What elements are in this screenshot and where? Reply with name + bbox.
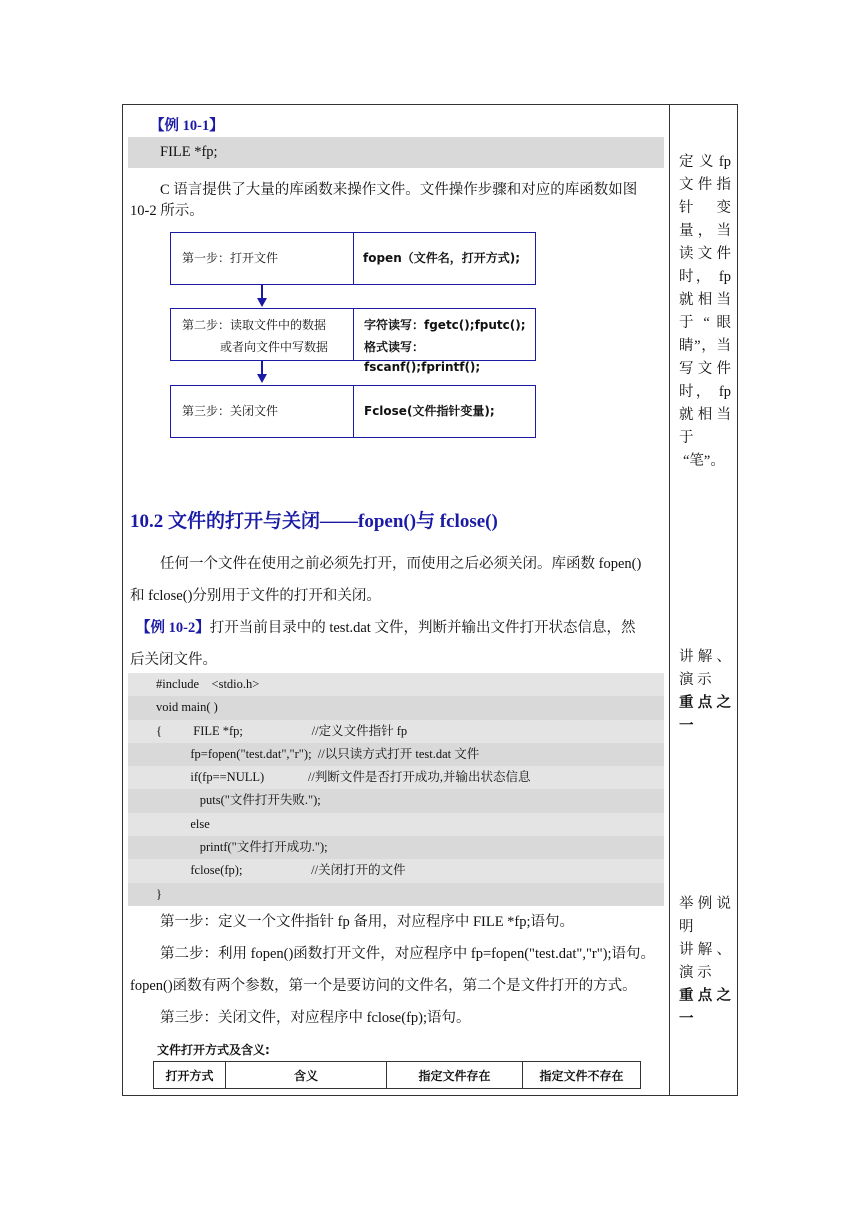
code-line: if(fp==NULL) //判断文件是否打开成功,并输出状态信息 [128,766,664,789]
table-header-row [154,1062,641,1089]
flow-func1-label: fopen（文件名，打开方式); [363,251,521,265]
sidebar-note-line: 演 示 [679,965,712,981]
flow-arrow2-line [261,361,263,375]
flow-step1-label: 第一步：打开文件 [182,251,279,265]
sidebar-note-line: 于 “ 眼 [679,315,731,331]
example-10-2-paragraph [136,617,635,639]
sidebar-note-line: 时， fp [679,384,731,400]
example-10-1-code: FILE *fp; [128,137,664,168]
sidebar-note-line: 时， fp [679,269,731,285]
file-open-modes-table [153,1061,641,1089]
flow-func1-box [353,232,536,285]
sidebar-note-explain-2 [679,893,731,1031]
code-line: printf("文件打开成功."); [128,836,664,859]
flow-arrow1-head [257,298,267,307]
code-line: void main( ) [128,696,664,719]
sidebar-note-line: 针 变 [679,200,731,216]
flow-arrow1-line [261,285,263,299]
step2-explanation-line2: fopen()函数有两个参数，第一个是要访问的文件名，第二个是文件打开的方式。 [130,978,637,994]
sidebar-note-line: 定 义 fp [679,154,731,170]
section-paragraph-line1: 任何一个文件在使用之前必须先打开，而使用之后必须关闭。库函数 fopen() [160,556,642,572]
flow-func2-line2: 格式读写：fscanf();fprintf(); [364,340,481,374]
example-10-2-text-line1: 打开当前目录中的 test.dat 文件，判断并输出文件打开状态信息，然 [209,620,636,636]
example-10-2-label: 【例 10-2】 [136,620,210,636]
section-heading: 10.2 文件的打开与关闭——fopen()与 fclose() [130,511,498,532]
flow-step2-box [170,308,354,361]
sidebar-note-line: 文 件 指 [679,177,731,193]
table-header-cell: 指定文件存在 [387,1062,523,1089]
flow-step2-line1: 第二步：读取文件中的数据 [182,318,327,332]
sidebar-note-line: 讲 解 、 [679,942,731,958]
sidebar-note-line: 明 [679,919,694,935]
example-10-1-label: 【例 10-1】 [150,118,224,134]
flow-func2-line1: 字符读写：fgetc();fputc(); [364,318,526,332]
sidebar-note-line: 就 相 当 [679,407,731,423]
sidebar-note-line: 讲 解 、 [679,649,731,665]
flow-step1-box [170,232,354,285]
example-10-2-text-line2: 后关闭文件。 [130,652,217,668]
code-line: fclose(fp); //关闭打开的文件 [128,859,664,882]
sidebar-note-line: 一 [679,718,694,734]
sidebar-note-line: 就 相 当 [679,292,731,308]
sidebar-note-line: 读 文 件 [679,246,731,262]
modes-table-caption: 文件打开方式及含义: [157,1043,270,1057]
code-line: else [128,813,664,836]
code-line: { FILE *fp; //定义文件指针 fp [128,720,664,743]
flow-step3-box [170,385,354,438]
step2-explanation-line1: 第二步：利用 fopen()函数打开文件，对应程序中 fp=fopen("test.dat","r");语句。 [160,946,655,962]
code-line: #include <stdio.h> [128,673,664,696]
table-header-cell: 含义 [226,1062,387,1089]
table-header-cell: 打开方式 [154,1062,226,1089]
intro-paragraph-line1: C 语言提供了大量的库函数来操作文件。文件操作步骤和对应的库函数如图 [160,182,638,198]
flow-func3-box [353,385,536,438]
column-divider [669,104,670,1096]
code-line: fp=fopen("test.dat","r"); //以只读方式打开 test.dat 文件 [128,743,664,766]
flow-step3-label: 第三步：关闭文件 [182,404,279,418]
sidebar-note-explain-1 [679,646,731,738]
flow-step2-line2: 或者向文件中写数据 [220,340,329,354]
flow-arrow2-head [257,374,267,383]
sidebar-note-line: 举 例 说 [679,896,731,912]
sidebar-note-line: 重 点 之 [679,988,731,1004]
flow-func3-label: Fclose(文件指针变量); [364,404,495,418]
flow-func2-box [353,308,536,374]
section-paragraph-line2: 和 fclose()分别用于文件的打开和关闭。 [130,588,381,604]
sidebar-note-line: 演 示 [679,672,712,688]
sidebar-note-line: 重 点 之 [679,695,731,711]
sidebar-note-line: 睛”，当 [679,338,731,354]
step1-explanation: 第一步：定义一个文件指针 fp 备用，对应程序中 FILE *fp;语句。 [160,914,575,930]
intro-paragraph-line2: 10-2 所示。 [130,203,204,219]
code-line: } [128,883,664,906]
table-header-cell: 指定文件不存在 [523,1062,641,1089]
sidebar-note-line: 写 文 件 [679,361,731,377]
sidebar-note-line: 一 [679,1011,694,1027]
sidebar-note-line: “笔”。 [683,453,725,469]
sidebar-note-fp-pointer [679,151,731,473]
example-10-2-code-block [128,673,664,906]
sidebar-note-line: 量，当 [679,223,731,239]
step3-explanation: 第三步：关闭文件，对应程序中 fclose(fp);语句。 [160,1010,471,1026]
sidebar-note-line: 于 [679,430,694,446]
code-line: puts("文件打开失败."); [128,789,664,812]
